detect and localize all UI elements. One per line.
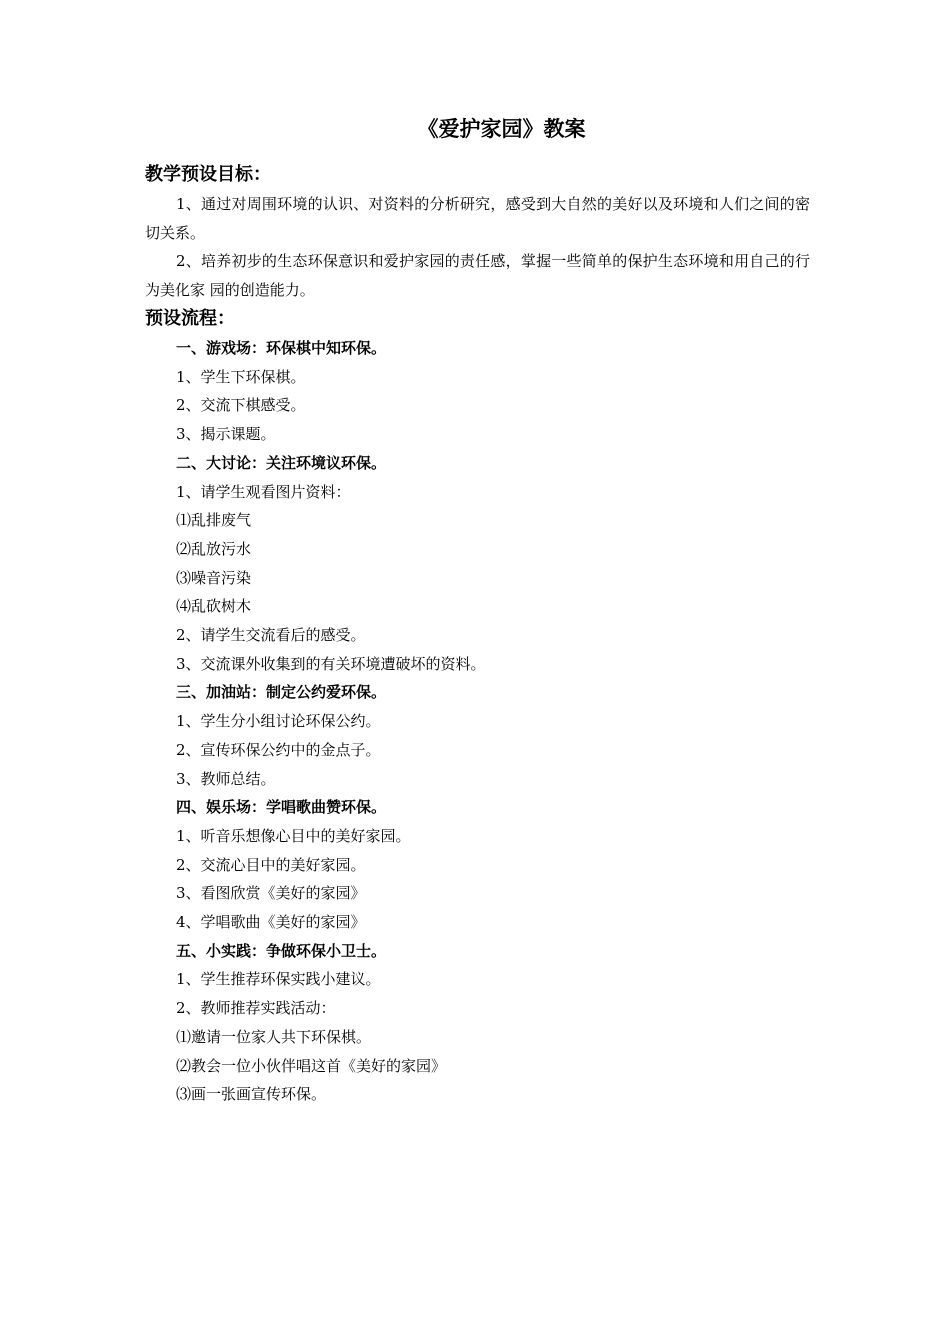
goal-paragraph: 1、通过对周围环境的认识、对资料的分析研究，感受到大自然的美好以及环境和人们之间的密切关系。 xyxy=(145,195,810,242)
step-item: 2、交流下棋感受。 xyxy=(176,396,306,415)
step-item: ⑷乱砍树木 xyxy=(176,597,252,616)
step-item: ⑶噪音污染 xyxy=(176,568,252,587)
document-page xyxy=(145,112,810,1109)
step-item: 1、学生推荐环保实践小建议。 xyxy=(176,970,381,989)
step-item: 2、交流心目中的美好家园。 xyxy=(176,855,366,874)
step-item: 1、请学生观看图片资料： xyxy=(176,482,351,501)
step-title: 五、小实践：争做环保小卫士。 xyxy=(176,941,387,960)
goals-section xyxy=(145,160,810,304)
step-4 xyxy=(145,793,810,937)
step-item: 1、学生分小组讨论环保公约。 xyxy=(176,712,381,731)
step-title: 一、游戏场：环保棋中知环保。 xyxy=(176,339,387,357)
step-2 xyxy=(145,449,810,679)
step-1 xyxy=(145,334,810,449)
step-item: 2、宣传环保公约中的金点子。 xyxy=(176,740,381,759)
step-3 xyxy=(145,678,810,793)
goal-paragraph: 2、培养初步的生态环保意识和爱护家园的责任感，掌握一些简单的保护生态环境和用自己的行为美化家 园的创造能力。 xyxy=(145,252,810,299)
step-item: ⑶画一张画宣传环保。 xyxy=(176,1085,327,1104)
step-5 xyxy=(145,937,810,1109)
step-item: 1、学生下环保棋。 xyxy=(176,367,306,386)
step-item: 3、交流课外收集到的有关环境遭破坏的资料。 xyxy=(176,654,486,673)
step-title: 二、大讨论：关注环境议环保。 xyxy=(176,453,387,472)
step-item: ⑵教会一位小伙伴唱这首《美好的家园》 xyxy=(176,1056,447,1075)
step-title: 三、加油站：制定公约爱环保。 xyxy=(176,683,387,702)
document-title: 《爱护家园》教案 xyxy=(417,116,586,141)
step-item: 1、听音乐想像心目中的美好家园。 xyxy=(176,826,411,845)
step-item: 3、看图欣赏《美好的家园》 xyxy=(176,884,366,903)
process-heading: 预设流程： xyxy=(145,308,235,329)
step-item: 3、揭示课题。 xyxy=(176,425,276,444)
step-item: 2、请学生交流看后的感受。 xyxy=(176,626,366,645)
step-item: ⑴乱排废气 xyxy=(176,511,252,530)
step-item: 3、教师总结。 xyxy=(176,769,276,788)
process-section xyxy=(145,304,810,1109)
step-item: 4、学唱歌曲《美好的家园》 xyxy=(176,913,366,932)
step-item: 2、教师推荐实践活动： xyxy=(176,999,336,1018)
step-title: 四、娱乐场：学唱歌曲赞环保。 xyxy=(176,798,387,817)
goals-heading: 教学预设目标： xyxy=(145,164,271,185)
step-item: ⑵乱放污水 xyxy=(176,539,252,558)
step-item: ⑴邀请一位家人共下环保棋。 xyxy=(176,1027,372,1046)
